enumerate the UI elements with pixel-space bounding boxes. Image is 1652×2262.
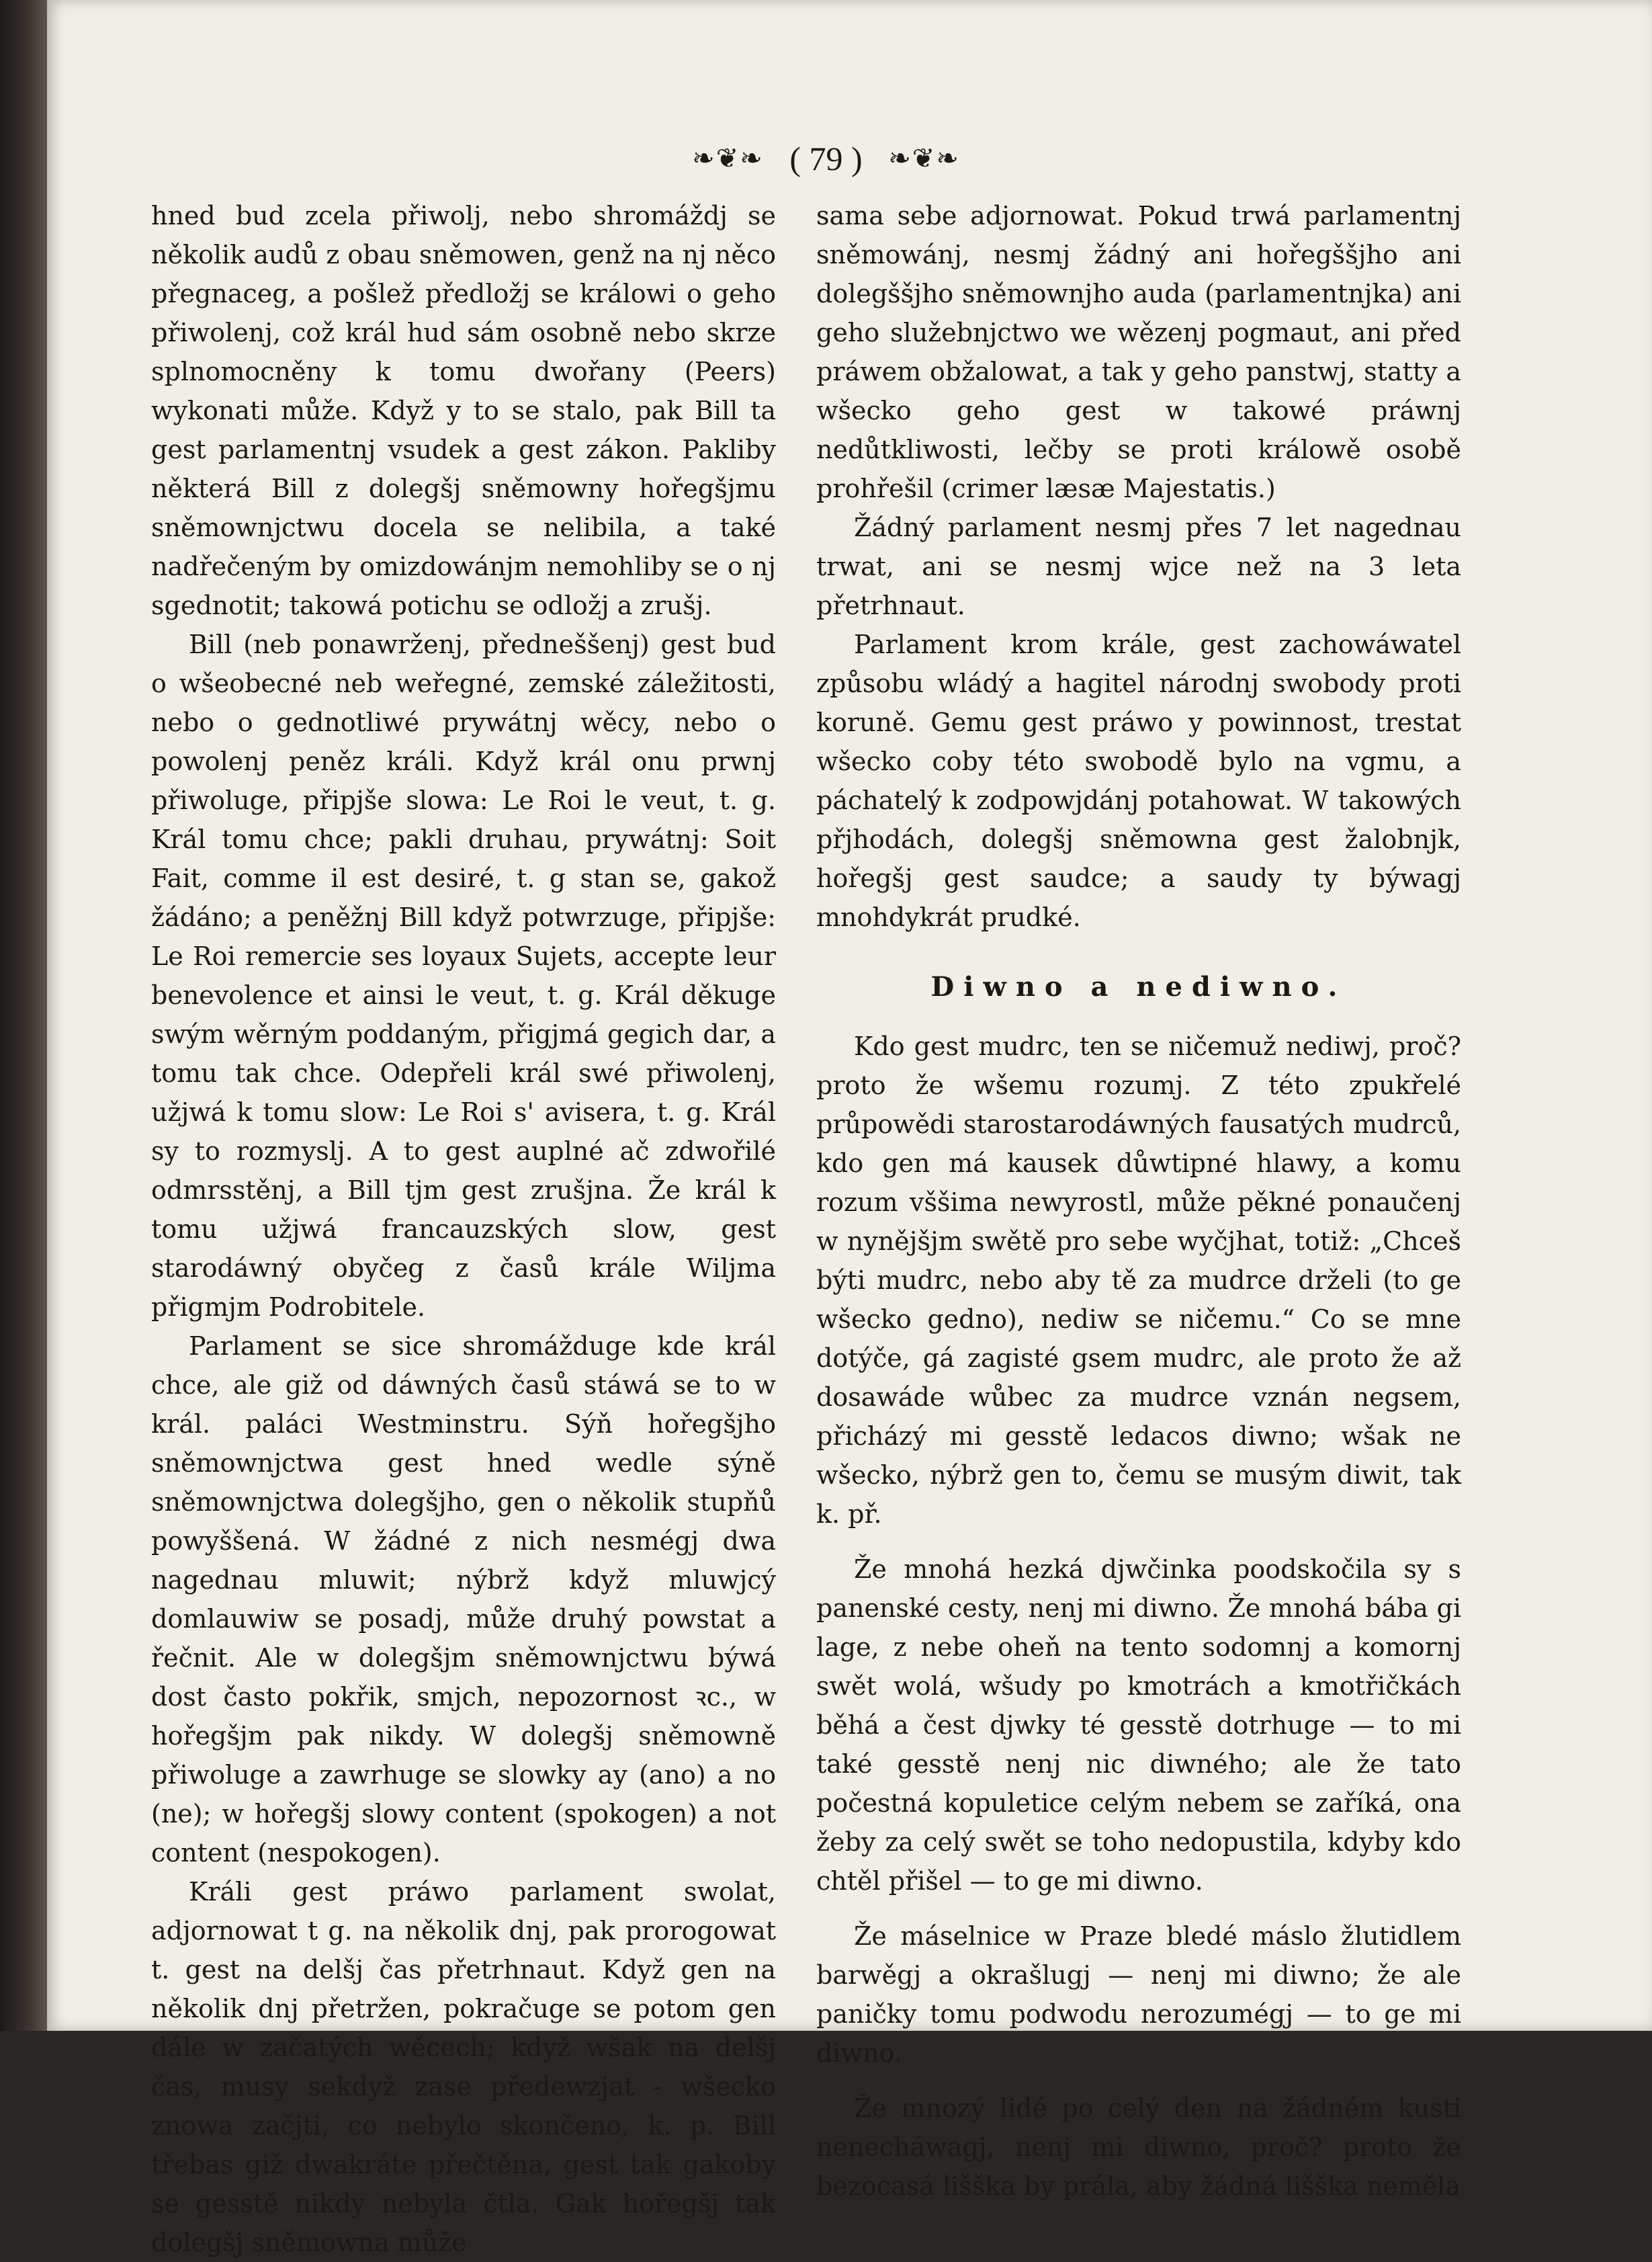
left-text-column (151, 196, 776, 2262)
paragraph-spacer (816, 2072, 1461, 2089)
ornament-right-icon: ❧❦❧ (888, 143, 960, 174)
paragraph: hned bud zcela přiwolj, nebo shromáždj se několik audů z obau sněmowen, genž na nj něco přegnaceg, a pošlež předložj se králowi o geho přiwolenj, což král hud sám osobně nebo skrze splnomocněny k tomu dwořany (Peers) wykonati může. Když y to se stalo, pak Bill ta gest parlamentnj vsudek a gest zákon. Pakliby některá Bill z dolegšj sněmowny hořegšjmu sněmownjctwu docela se nelibila, a také nadřečeným by omizdowánjm nemohliby se o nj sgednotit; takowá potichu se odložj a zrušj. (151, 201, 776, 620)
paragraph: Králi gest práwo parlament swolat, adjornowat t g. na několik dnj, pak prorogowat t. gest na delšj čas přetrhnaut. Když gen na několik dnj přetržen, pokračuge se potom gen dále w začatých wěcech; když wšak na delšj čas, musy sekdyž zase předewzjat - wšecko znowa začjti, co nebylo skončeno, k. p. Bill třebas giž dwakráte přečtěna, gest tak gakoby se gesstě nikdy nebyla čtla. Gak hořegšj tak dolegšj sněmowna může (151, 1877, 776, 2257)
paragraph-spacer (816, 1900, 1461, 1917)
paragraph-spacer (816, 1534, 1461, 1550)
paragraph: Kdo gest mudrc, ten se ničemuž nediwj, proč? proto že wšemu rozumj. Z této zpukřelé průpowědi starostarodáwných fausatých mudrců, kdo gen má kausek důwtipné hlawy, a komu rozum vššima newyrostl, může pěkné ponaučenj w nynějšjm swětě pro sebe wyčjhat, totiž: „Chceš býti mudrc, nebo aby tě za mudrce drželi (to ge wšecko gedno), nediw se ničemu.“ Co se mne dotýče, gá zagisté gsem mudrc, ale proto že až dosawáde wůbec za mudrce vznán negsem, přicházý mi gesstě ledacos diwno; wšak ne wšecko, nýbrž gen to, čemu se musým diwit, tak k. př. (816, 1032, 1461, 1529)
paragraph: Bill (neb ponawrženj, předneššenj) gest bud o wšeobecné neb weřegné, zemské záležitosti, nebo o gednotliwé prywátnj wěcy, nebo o powolenj peněz králi. Když král onu prwnj přiwoluge, připjše slowa: Le Roi le veut, t. g. Král tomu chce; pakli druhau, prywátnj: Soit Fait, comme il est desiré, t. g stan se, gakož žádáno; a peněžnj Bill když potwrzuge, připjše: Le Roi remercie ses loyaux Sujets, accepte leur benevolence et ainsi le veut, t. g. Král děkuge swým wěrným poddaným, přigjmá gegich dar, a tomu tak chce. Odepřeli král swé přiwolenj, užjwá k tomu slow: Le Roi s' avisera, t. g. Král sy to rozmyslj. A to gest auplné ač zdwořilé odmrsstěnj, a Bill tjm gest zrušjna. Že král k tomu užjwá francauzských slow, gest starodáwný obyčeg z časů krále Wiljma přigmjm Podrobitele. (151, 630, 776, 1322)
ornament-left-icon: ❧❦❧ (692, 143, 764, 174)
book-binding-edge (0, 0, 47, 2031)
page-number: ( 79 ) (789, 140, 863, 177)
right-text-column (816, 196, 1461, 2206)
paragraph: sama sebe adjornowat. Pokud trwá parlamentnj sněmowánj, nesmj žádný ani hořegššjho ani dolegššjho sněmownjho auda (parlamentnjka) ani geho služebnjctwo we wězenj pogmaut, ani před práwem obžalowat, a tak y geho panstwj, statty a wšecko geho gest w takowé práwnj nedůtkliwosti, lečby se proti králowě osobě prohřešil (crimer læsæ Majestatis.) (816, 201, 1461, 503)
paragraph: Žádný parlament nesmj přes 7 let nagednau trwat, ani se nesmj wjce než na 3 leta přetrhnaut. (816, 513, 1461, 620)
paragraph: Parlament krom krále, gest zachowáwatel způsobu wládý a hagitel národnj swobody proti koruně. Gemu gest práwo y powinnost, trestat wšecko coby této swobodě bylo na vgmu, a páchatelý k zodpowjdánj potahowat. W takowých přjhodách, dolegšj sněmowna gest žalobnjk, hořegšj gest saudce; a saudy ty býwagj mnohdykrát prudké. (816, 630, 1461, 932)
paragraph: Že mnozý lidé po celý den na žádném kusti nenecháwagj, nenj mi diwno, proč? proto že bezocasá lišška by prála, aby žádná lišška neměla (816, 2093, 1461, 2201)
page-header (0, 138, 1652, 178)
paragraph: Že mnohá hezká djwčinka poodskočila sy s panenské cesty, nenj mi diwno. Že mnohá bába gi lage, z nebe oheň na tento sodomnj a komornj swět wolá, wšudy po kmotrách a kmotřičkách běhá a čest djwky té gesstě dotrhuge — to mi také gesstě nenj nic diwného; ale že tato počestná kopuletice celým nebem se zaříká, ona žeby za celý swět se toho nedopustila, kdyby kdo chtěl přišel — to ge mi diwno. (816, 1554, 1461, 1896)
section-heading: Diwno a nediwno. (930, 971, 1347, 1003)
paragraph: Parlament se sice shromážduge kde král chce, ale giž od dáwných časů stáwá se to w král. paláci Westminstru. Sýň hořegšjho sněmownjctwa gest hned wedle sýně sněmownjctwa dolegšjho, gen o několik stupňů powyššená. W žádné z nich nesmégj dwa nagednau mluwit; nýbrž když mluwjcý domlauwiw se posadj, může druhý powstat a řečnit. Ale w dolegšjm sněmownjctwu býwá dost často pokřik, smjch, nepozornost ꝛc., w hořegšjm pak nikdy. W dolegšj sněmowně přiwoluge a zawrhuge se slowky ay (ano) a no (ne); w hořegšj slowy content (spokogen) a not content (nespokogen). (151, 1331, 776, 1868)
paragraph: Že máselnice w Praze bledé máslo žlutidlem barwěgj a okrašlugj — nenj mi diwno; že ale paničky tomu podwodu nerozumégj — to ge mi diwno. (816, 1921, 1461, 2068)
